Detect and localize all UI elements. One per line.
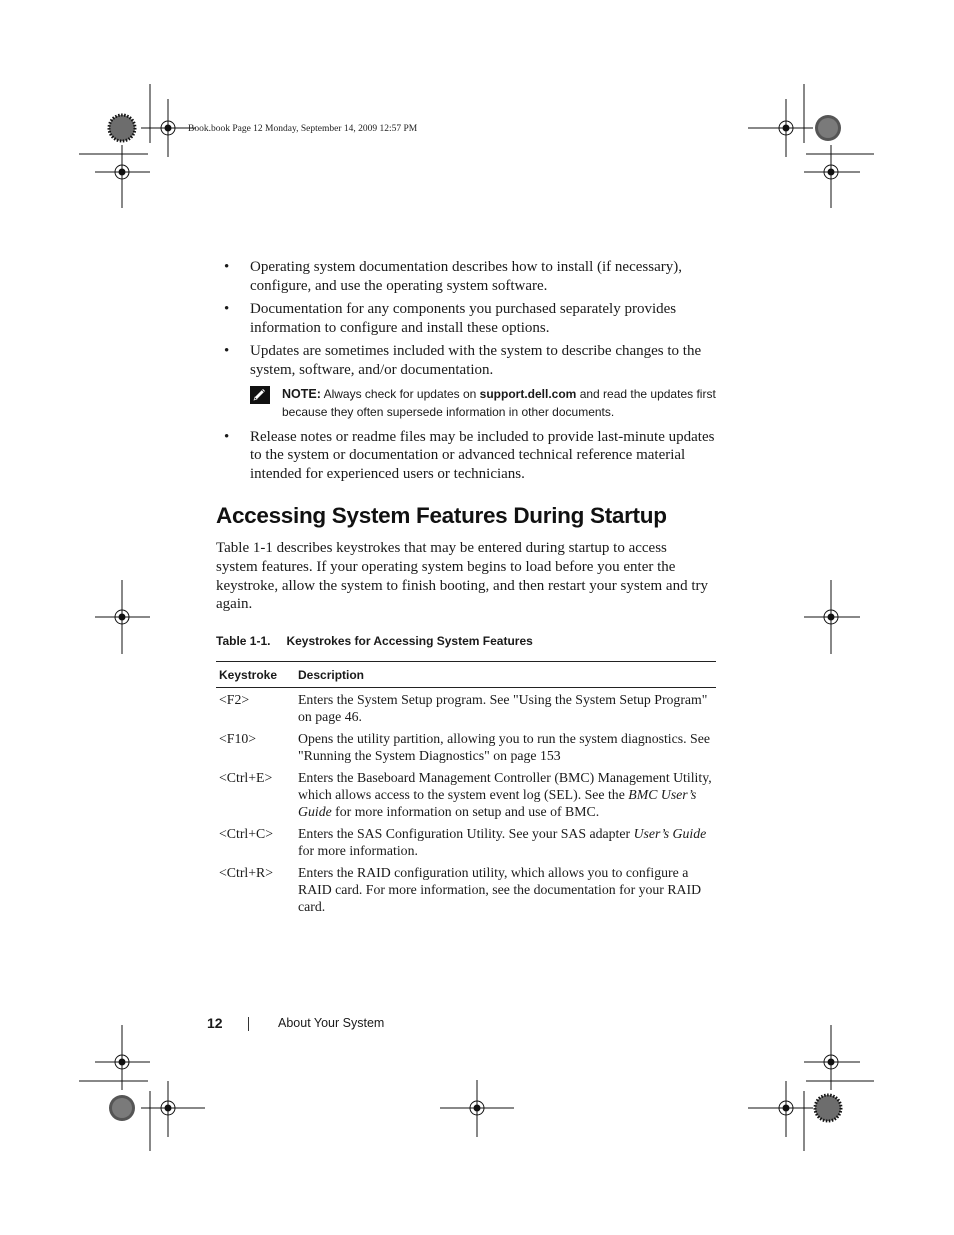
table-row xyxy=(216,691,716,725)
section-heading: Accessing System Features During Startup xyxy=(216,503,667,528)
bullet-item xyxy=(216,342,716,379)
note-text-after: and read the updates first because they often supersede information in other documents. xyxy=(282,386,716,419)
bullet-item xyxy=(216,300,716,337)
description-text: Enters the RAID configuration utility, which allows you to configure a RAID card. For more information, see the documentation for your RAID card. xyxy=(298,865,702,914)
table-row xyxy=(216,864,716,915)
note-text-before: Always check for updates on xyxy=(323,386,477,401)
column-header-description: Description xyxy=(298,667,365,682)
bullet-list xyxy=(216,258,716,488)
bullet-item xyxy=(216,428,716,484)
keystroke-cell: <Ctrl+E> xyxy=(219,770,273,785)
keystroke-table xyxy=(216,661,716,920)
table-row xyxy=(216,769,716,820)
table-row xyxy=(216,730,716,764)
keystroke-cell: <F10> xyxy=(219,731,257,746)
table-caption xyxy=(216,634,533,648)
table-caption-number: Table 1-1. xyxy=(216,634,271,648)
bullet-dot: • xyxy=(224,259,230,275)
bullet-text: Documentation for any components you purchased separately provides information to configure and install these options. xyxy=(250,301,677,336)
guide-title: BMC User’s Guide xyxy=(298,787,697,819)
table-row xyxy=(216,825,716,859)
table-body xyxy=(216,691,716,915)
keystroke-cell: <Ctrl+R> xyxy=(219,865,274,880)
bullet-text: Operating system documentation describes how to install (if necessary), configure, and use the operating system software. xyxy=(250,259,682,294)
bullet-dot: • xyxy=(224,343,230,360)
description-text: for more information on setup and use of BMC. xyxy=(331,804,600,819)
guide-title: User’s Guide xyxy=(633,826,707,841)
bullet-dot: • xyxy=(224,428,230,445)
description-text: Opens the utility partition, allowing you to run the system diagnostics. See "Running the System Diagnostics" on page 153 xyxy=(298,731,710,763)
note-box xyxy=(216,385,716,421)
description-cell xyxy=(298,730,716,764)
footer-divider xyxy=(248,1017,249,1031)
footer-section-title: About Your System xyxy=(278,1016,385,1030)
table-caption-title: Keystrokes for Accessing System Features xyxy=(286,634,533,648)
table-header-row xyxy=(216,662,716,688)
keystroke-cell: <F2> xyxy=(219,692,250,707)
note-label: NOTE: xyxy=(282,386,321,401)
description-text: for more information. xyxy=(298,843,418,858)
description-text: Enters the SAS Configuration Utility. See your SAS adapter xyxy=(298,826,634,841)
description-cell xyxy=(298,825,716,859)
description-cell xyxy=(298,769,716,820)
description-cell xyxy=(298,691,716,725)
bullet-text: Updates are sometimes included with the system to describe changes to the system, software, and/or documentation. xyxy=(250,343,702,378)
bullet-item xyxy=(216,258,716,295)
intro-paragraph: Table 1-1 describes keystrokes that may be entered during startup to access system features. If your operating system begins to load before you enter the keystroke, allow the system to finish booting, and then restart your system and try again. xyxy=(216,540,708,613)
description-cell xyxy=(298,864,716,915)
page-number: 12 xyxy=(207,1015,223,1031)
support-link[interactable]: support.dell.com xyxy=(479,386,577,401)
keystroke-cell: <Ctrl+C> xyxy=(219,826,274,841)
description-text: Enters the Baseboard Management Controller (BMC) Management Utility, which allows access to the system event log (SEL). See the xyxy=(298,770,712,802)
print-header: Book.book Page 12 Monday, September 14, 2009 12:57 PM xyxy=(188,124,418,134)
bullet-dot: • xyxy=(224,301,230,318)
description-text: Enters the System Setup program. See "Using the System Setup Program" on page 46. xyxy=(298,692,708,724)
column-header-keystroke: Keystroke xyxy=(219,667,278,682)
note-pencil-icon xyxy=(250,386,270,404)
bullet-text: Release notes or readme files may be included to provide last-minute updates to the system or documentation or advanced technical reference material intended for experienced users or technicians. xyxy=(250,428,715,482)
